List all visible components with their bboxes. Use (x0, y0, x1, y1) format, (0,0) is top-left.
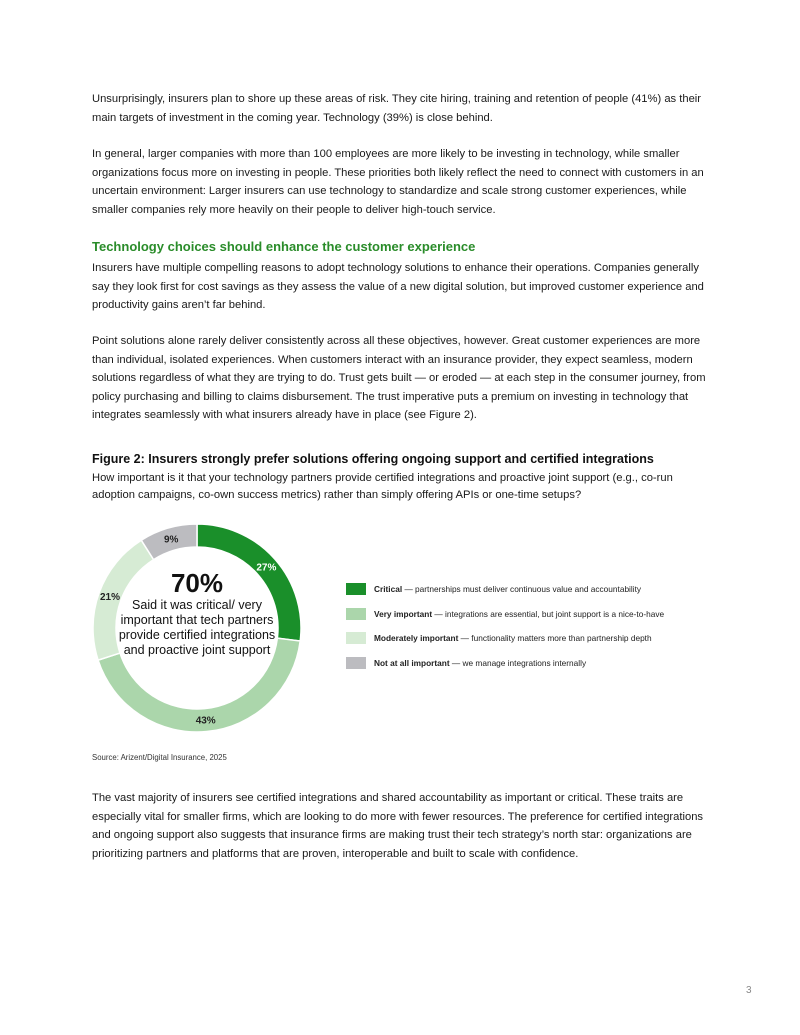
figure-question: How important is it that your technology partners provide certified integrations and proactive joint support (e.g., co-run adoption campaigns, co-own success metrics) rather than simply offering APIs or one-time setups? (92, 472, 673, 501)
legend-description: — integrations are essential, but joint support is a nice-to-have (432, 608, 665, 619)
legend-description: — partnerships must deliver continuous value and accountability (402, 584, 642, 594)
donut-label-very-important: 43% (195, 715, 216, 727)
donut-label-critical: 27% (256, 562, 277, 574)
legend-swatch (346, 608, 366, 620)
legend-name: Critical (374, 584, 403, 594)
legend-item-not-at-all-important (346, 657, 746, 682)
donut-center (117, 568, 277, 658)
paragraph-adoption-reasons: Insurers have multiple compelling reasons to adopt technology solutions to enhance their operations. Companies generally say they look first for cost savings as they assess the value of a new digital solution, but improved customer experience and productivity gains aren’t far behind. (92, 262, 704, 312)
figure-source: Source: Arizent/Digital Insurance, 2025 (92, 753, 227, 762)
legend-description: — we manage integrations internally (449, 657, 587, 668)
donut-label-not-at-all-important: 9% (163, 534, 179, 546)
paragraph-investment-targets: Unsurprisingly, insurers plan to shore up these areas of risk. They cite hiring, training and retention of people (41%) as their main targets of investment in the coming year. Technology (39%) is close behind. (92, 93, 702, 124)
center-value: 70% (170, 568, 224, 598)
legend-name: Not at all important (374, 657, 450, 668)
legend-item-moderately-important (346, 632, 746, 657)
figure-title: Figure 2: Insurers strongly prefer solutions offering ongoing support and certified integrations (92, 452, 654, 466)
legend-text (374, 583, 641, 595)
legend-swatch (346, 632, 366, 644)
legend-text (374, 657, 586, 669)
legend-swatch (346, 583, 366, 595)
legend-name: Moderately important (374, 633, 459, 643)
legend-text (374, 632, 652, 644)
legend-swatch (346, 657, 366, 669)
center-text: Said it was critical/ very important that tech partners provide certified integrations and proactive joint support (118, 598, 276, 657)
legend-item-very-important (346, 608, 746, 633)
section-heading: Technology choices should enhance the customer experience (92, 239, 476, 254)
chart-legend (346, 583, 746, 681)
legend-name: Very important (374, 608, 433, 619)
donut-label-moderately-important: 21% (99, 592, 120, 604)
legend-text (374, 608, 664, 620)
legend-item-critical (346, 583, 746, 608)
page-number: 3 (746, 985, 752, 996)
paragraph-company-size: In general, larger companies with more than 100 employees are more likely to be investing in technology, while smaller organizations focus more on investing in people. These priorities both likely reflect the need to connect with customers in an uncertain environment: Larger insurers can use technology to standardize and scale strong customer experiences, while smaller companies rely more heavily on their people to deliver high-touch service. (92, 148, 704, 216)
paragraph-conclusion: The vast majority of insurers see certified integrations and shared accountability as important or critical. These traits are especially vital for smaller firms, which are looking to do more with fewer resources. The preference for certified integrations and ongoing support also suggests that insurance firms are making trust their tech strategy’s north star: organizations are prioritizing partners and platforms that are proven, interoperable and built to scale with confidence. (92, 792, 704, 860)
legend-description: — functionality matters more than partnership depth (458, 633, 652, 643)
paragraph-point-solutions: Point solutions alone rarely deliver consistently across all these objectives, however. Great customer experiences are more than individual, isolated experiences. When customers interact with an insurance provider, they expect seamless, modern solutions regardless of what they are trying to do. Trust gets built — or eroded — at each step in the consumer journey, from policy purchasing and billing to claims disbursement. The trust imperative puts a premium on investing in technology that integrates seamlessly with what insurers already have in place (see Figure 2). (92, 335, 706, 422)
